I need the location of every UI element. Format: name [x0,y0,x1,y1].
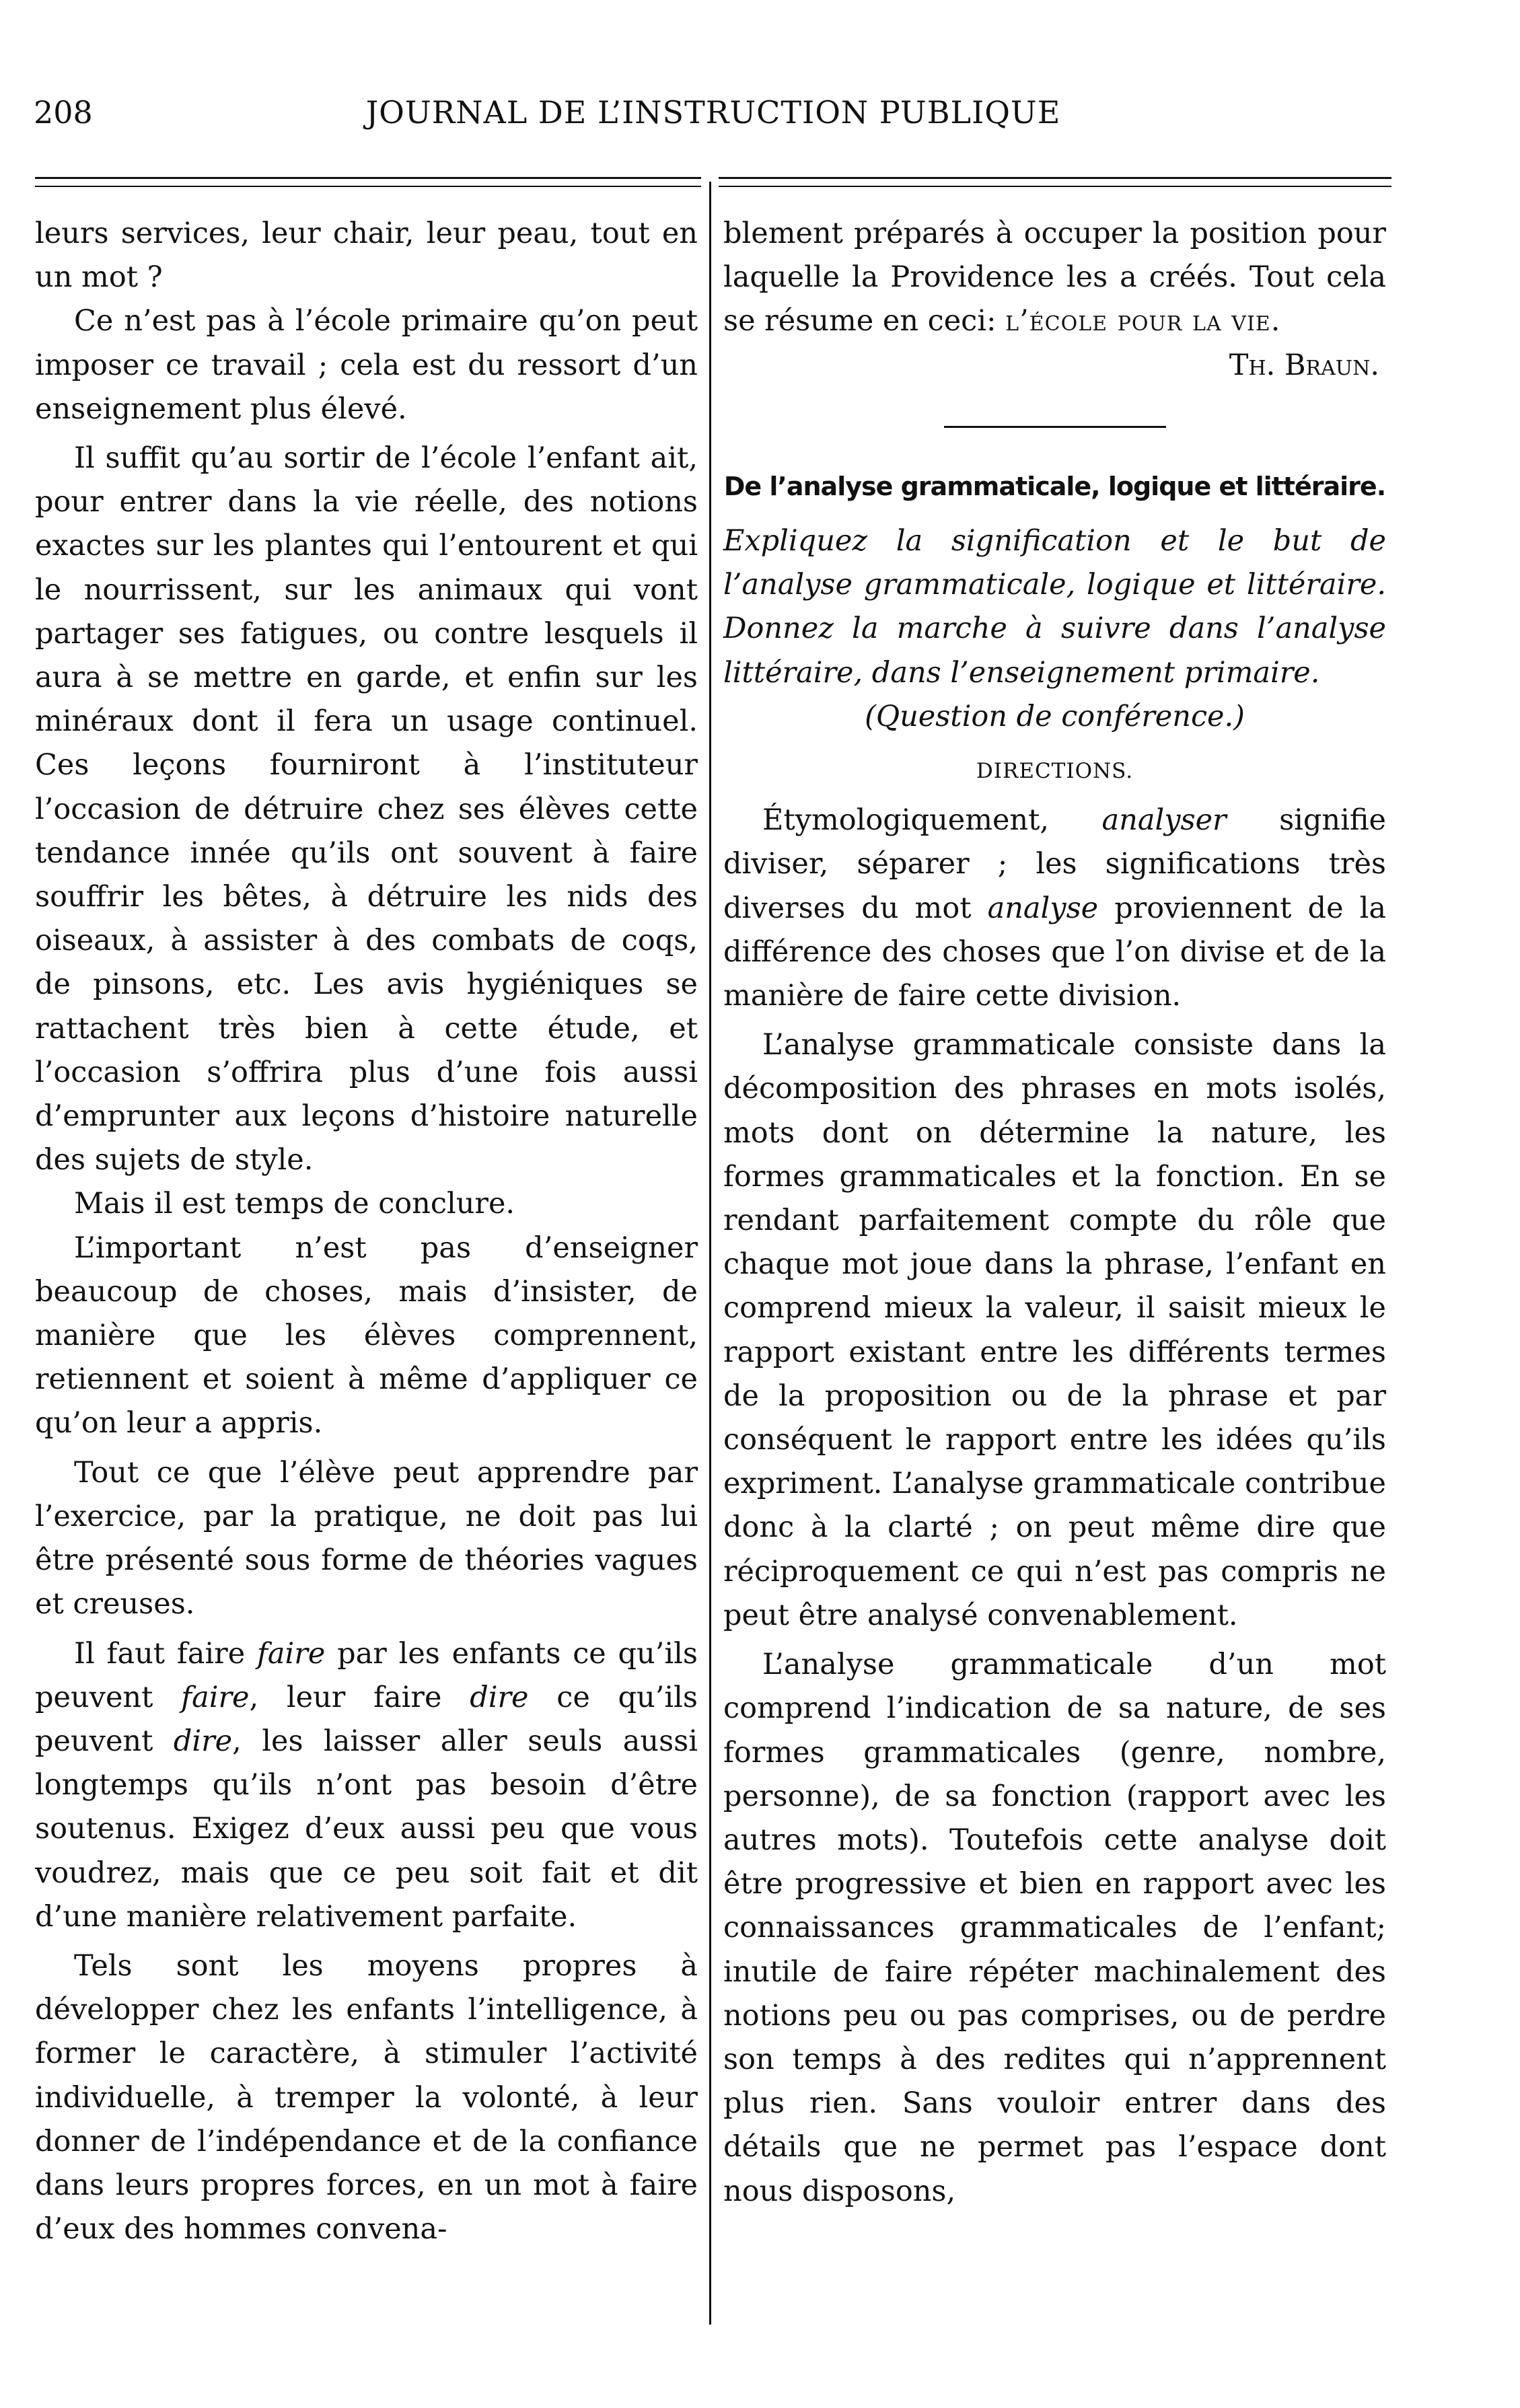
paragraph: Il suffit qu’au sortir de l’école l’enfant ait, pour entrer dans la vie réelle, des notions exactes sur les plantes qui l’entourent et qui le nourrissent, sur les animaux qui vont partager ses fatigues, ou contre lesquels il aura à se mettre en garde, et enfin sur les minéraux dont il fera un usage continuel. Ces leçons fourniront à l’instituteur l’occasion de détruire chez ses élèves cette tendance innée qu’ils ont souvent à faire souffrir les bêtes, à détruire les nids des oiseaux, à assister à des combats de coqs, de pinsons, etc. Les avis hygiéniques se rattachent très bien à cette étude, et l’occasion s’offrira plus d’une fois aussi d’emprunter aux leçons d’histoire naturelle des sujets de style. [35,441,698,1177]
question-note: (Question de conférence.) [865,699,1245,733]
running-title: JOURNAL DE L’INSTRUCTION PUBLIQUE [365,94,1061,131]
emphasis: faire [181,1680,250,1714]
page-number: 208 [34,94,93,131]
paragraph [723,212,1386,344]
paragraph: Tout ce que l’élève peut apprendre par l’exercice, par la pratique, ne doit pas lui être présenté sous forme de théories vagues et creuses. [35,1455,698,1621]
text-run: signifie diviser, séparer ; les significations très diverses du mot [723,803,1386,925]
paragraph [723,799,1386,1018]
text-run: ce qu’ils peuvent [35,1680,698,1758]
paragraph: Ce n’est pas à l’école primaire qu’on peut imposer ce travail ; cela est du ressort d’un enseignement plus élevé. [35,304,698,426]
author-signature: Th. Braun. [1229,348,1379,382]
left-column [35,212,698,2251]
emphasis: dire [470,1680,529,1714]
section-separator [944,426,1166,428]
text-run: Il faut faire [74,1636,257,1671]
small-caps-motto: l’école pour la vie. [1005,304,1281,338]
emphasis: dire [173,1724,233,1758]
text-run: par les enfants ce qu’ils peuvent [35,1636,698,1714]
page-header [34,94,1393,148]
paragraph: Tels sont les moyens propres à développer chez les enfants l’intelligence, à former le caractère, à stimuler l’activité individuelle, à tremper la volonté, à leur donner de l’indépendance et de la confiance dans leurs propres forces, en un mot à faire d’eux des hommes convena- [35,1948,698,2247]
paragraph: L’important n’est pas d’enseigner beaucoup de choses, mais d’insister, de manière que les élèves comprennent, retiennent et soient à même d’appliquer ce qu’on leur a appris. [35,1231,698,1440]
header-double-rule-left [35,177,701,187]
directions-heading: DIRECTIONS. [976,759,1134,784]
right-column [723,212,1386,2214]
emphasis: faire [256,1636,326,1671]
paragraph: L’analyse grammaticale consiste dans la décomposition des phrases en mots isolés, mots dont on détermine la nature, les formes grammaticales et la fonction. En se rendant parfaitement compte du rôle que chaque mot joue dans la phrase, l’enfant en comprend mieux la valeur, il saisit mieux le rapport existant entre les différents termes de la proposition ou de la phrase et par conséquent le rapport entre les idées qu’ils expriment. L’analyse grammaticale contribue donc à la clarté ; on peut même dire que réciproquement ce qui n’est pas compris ne peut être analysé convenablement. [723,1028,1386,1632]
emphasis: analyse [987,891,1099,925]
paragraph [35,1632,698,1939]
question-text: Expliquez la signification et le but de l’analyse grammaticale, logique et littéraire. Donnez la marche à suivre dans l’analyse littéraire, dans l’enseignement primaire. [723,524,1386,690]
column-divider [709,182,711,2325]
header-double-rule-right [719,177,1391,187]
paragraph: Mais il est temps de conclure. [74,1187,515,1221]
paragraph: leurs services, leur chair, leur peau, tout en un mot ? [35,217,698,295]
text-run: proviennent de la différence des choses que l’on divise et de la manière de faire cette division. [723,891,1386,1013]
text-run: Étymologiquement, [762,803,1102,838]
paragraph: L’analyse grammaticale d’un mot comprend l’indication de sa nature, de ses formes grammaticales (genre, nombre, personne), de sa fonction (rapport avec les autres mots). Toutefois cette analyse doit être progressive et bien en rapport avec les connaissances grammaticales de l’enfant; inutile de faire répéter machinalement des notions peu ou pas comprises, ou de perdre son temps à des redites qui n’apprennent plus rien. Sans vouloir entrer dans des détails que ne permet pas l’espace dont nous disposons, [723,1648,1386,2208]
text-run: , les laisser aller seuls aussi longtemps qu’ils n’ont pas besoin d’être soutenus. Exigez d’eux aussi peu que vous voudrez, mais que ce peu soit fait et dit d’une manière relativement parfaite. [35,1724,698,1934]
emphasis: analyser [1101,803,1227,838]
section-title: De l’analyse grammaticale, logique et littéraire. [723,471,1386,501]
text-run: , leur faire [249,1680,470,1714]
text-run: blement préparés à occuper la position pour laquelle la Providence les a créés. Tout cela se résume en ceci: [723,217,1386,338]
